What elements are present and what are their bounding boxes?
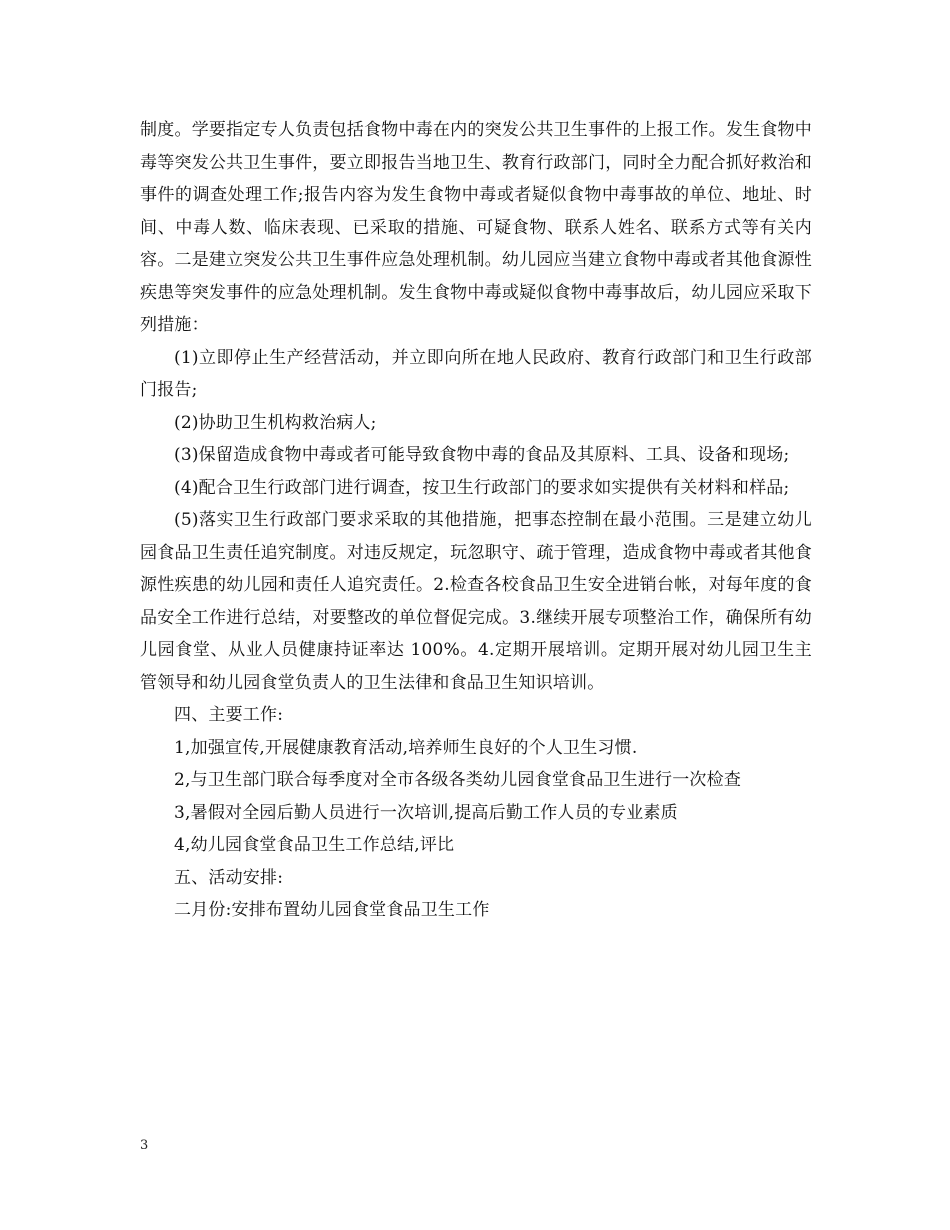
document-body xyxy=(140,114,812,927)
work-item-3: 3,暑假对全园后勤人员进行一次培训,提高后勤工作人员的专业素质 xyxy=(174,802,678,823)
paragraph-continuation: 制度。学要指定专人负责包括食物中毒在内的突发公共卫生事件的上报工作。发生食物中毒等突发公共卫生事件，要立即报告当地卫生、教育行政部门，同时全力配合抓好救治和事件的调查处理工作;报告内容为发生食物中毒或者疑似食物中毒事故的单位、地址、时间、中毒人数、临床表现、已采取的措施、可疑食物、联系人姓名、联系方式等有关内容。二是建立突发公共卫生事件应急处理机制。幼儿园应当建立食物中毒或者其他食源性疾患等突发事件的应急处理机制。发生食物中毒或疑似食物中毒事故后，幼儿园应采取下列措施： xyxy=(140,120,812,335)
work-item-1: 1,加强宣传,开展健康教育活动,培养师生良好的个人卫生习惯. xyxy=(174,737,638,758)
list-item-measure-2: (2)协助卫生机构救治病人; xyxy=(174,412,377,433)
page-number: 3 xyxy=(140,1138,149,1153)
list-item-measure-3: (3)保留造成食物中毒或者可能导致食物中毒的食品及其原料、工具、设备和现场; xyxy=(174,445,790,465)
list-item-measure-1: (1)立即停止生产经营活动，并立即向所在地人民政府、教育行政部门和卫生行政部门报告; xyxy=(140,347,812,400)
list-item-measure-4: (4)配合卫生行政部门进行调查，按卫生行政部门的要求如实提供有关材料和样品; xyxy=(174,477,790,498)
section-heading-main-work: 四、主要工作: xyxy=(174,705,284,725)
work-item-2: 2,与卫生部门联合每季度对全市各级各类幼儿园食堂食品卫生进行一次检查 xyxy=(174,770,742,790)
work-item-4: 4,幼儿园食堂食品卫生工作总结,评比 xyxy=(174,835,455,855)
section-heading-activity-schedule: 五、活动安排: xyxy=(174,867,284,888)
schedule-item-february: 二月份:安排布置幼儿园食堂食品卫生工作 xyxy=(174,900,490,920)
list-item-measure-5: (5)落实卫生行政部门要求采取的其他措施，把事态控制在最小范围。三是建立幼儿园食品卫生责任追究制度。对违反规定，玩忽职守、疏于管理，造成食物中毒或者其他食源性疾患的幼儿园和责任人追究责任。2.检查各校食品卫生安全进销台帐，对每年度的食品安全工作进行总结，对要整改的单位督促完成。3.继续开展专项整治工作，确保所有幼儿园食堂、从业人员健康持证率达 100%。4.定期开展培训。定期开展对幼儿园卫生主管领导和幼儿园食堂负责人的卫生法律和食品卫生知识培训。 xyxy=(140,510,812,693)
